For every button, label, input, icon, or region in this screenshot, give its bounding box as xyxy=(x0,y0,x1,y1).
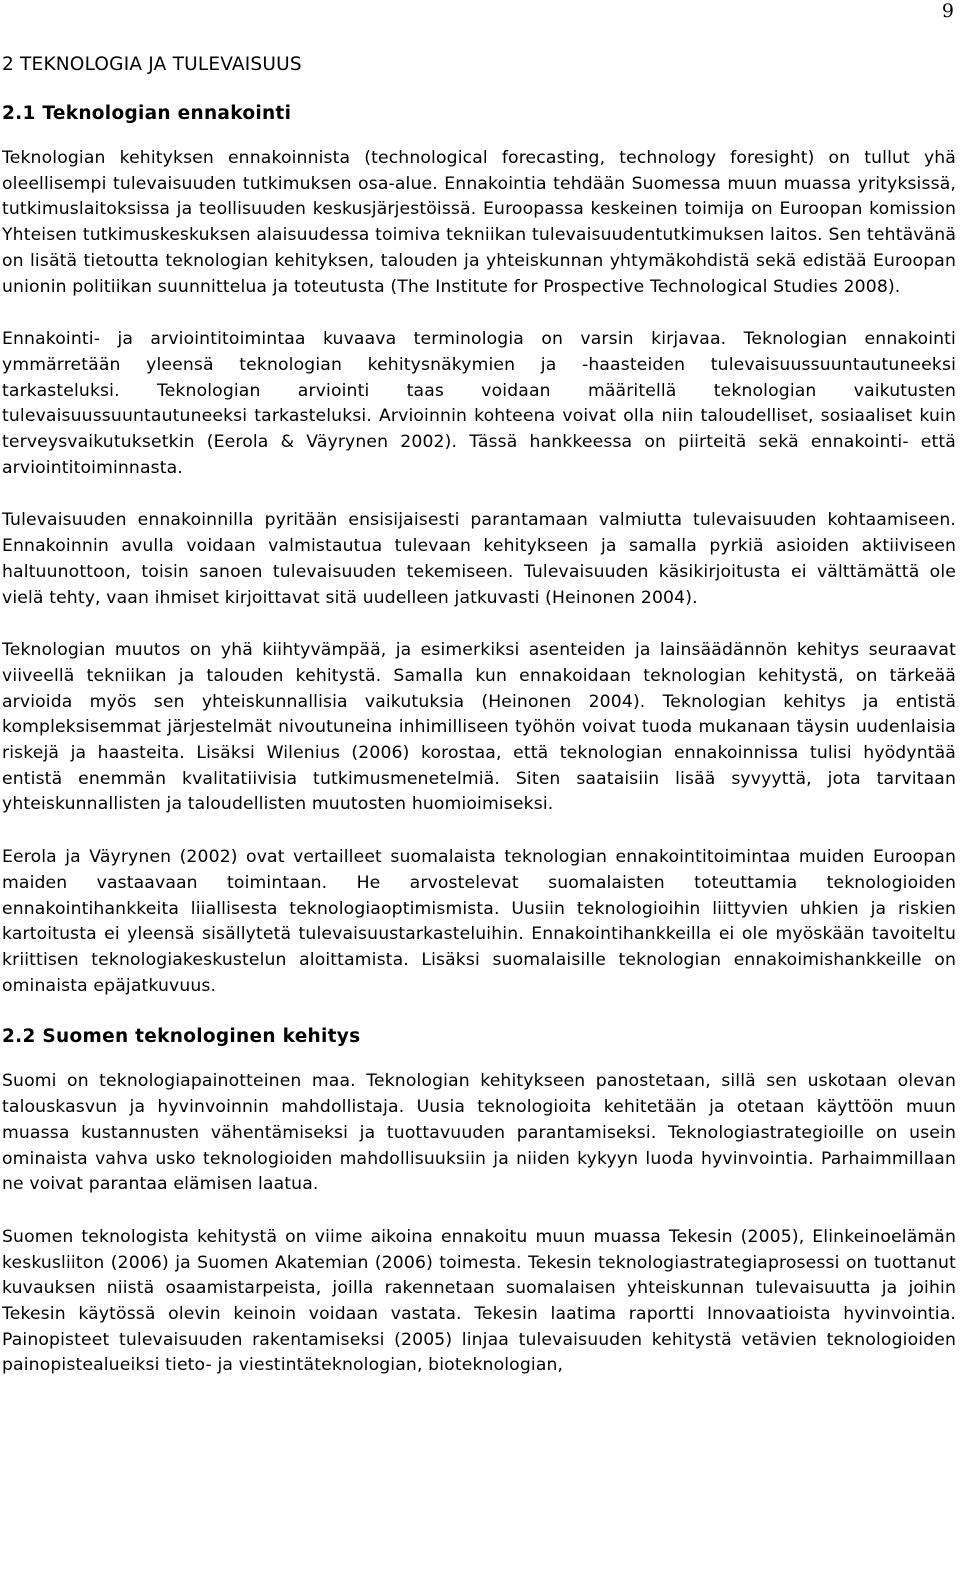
paragraph: Eerola ja Väyrynen (2002) ovat vertailleet suomalaista teknologian ennakointitoimintaa muiden Euroopan maiden vastaavaan toimintaan. He arvostelevat suomalaisten toteuttamia teknologioiden ennakointihankkeita liiallisesta teknologiaoptimismista. Uusiin teknologioihin liittyvien uhkien ja riskien kartoitusta ei yleensä sisällytetä tulevaisuustarkasteluihin. Ennakointihankkeilla ei ole myöskään tavoiteltu kriittisen teknologiakeskustelun aloittamista. Lisäksi suomalaisille teknologian ennakoimishankkeille on ominaista epäjatkuvuus. xyxy=(2,847,956,996)
paragraph: Ennakointi- ja arviointitoimintaa kuvaava terminologia on varsin kirjavaa. Teknologian ennakointi ymmärretään yleensä teknologian kehitysnäkymien ja -haasteiden tulevaisuussuuntautuneeksi tarkasteluksi. Teknologian arviointi taas voidaan määritellä teknologian vaikutusten tulevaisuussuuntautuneeksi tarkasteluksi. Arvioinnin kohteena voivat olla niin taloudelliset, sosiaaliset kuin terveysvaikutuksetkin (Eerola & Väyrynen 2002). Tässä hankkeessa on piirteitä sekä ennakointi- että arviointitoiminnasta. xyxy=(2,329,956,478)
page-number: 9 xyxy=(941,0,954,22)
paragraph: Suomi on teknologiapainotteinen maa. Teknologian kehitykseen panostetaan, sillä sen uskotaan olevan talouskasvun ja hyvinvoinnin mahdollistaja. Uusia teknologioita kehitetään ja otetaan käyttöön muun muassa kustannusten vähentämiseksi ja tuottavuuden parantamiseksi. Teknologiastrategioille on usein ominaista vahva usko teknologioiden mahdollisuuksiin ja niiden kykyyn luoda hyvinvointia. Parhaimmillaan ne voivat parantaa elämisen laatua. xyxy=(2,1071,956,1195)
paragraph: Tulevaisuuden ennakoinnilla pyritään ensisijaisesti parantamaan valmiutta tulevaisuuden kohtaamiseen. Ennakoinnin avulla voidaan valmistautua tulevaan kehitykseen ja samalla pyrkiä asioiden aktiiviseen haltuunottoon, toisin sanoen tulevaisuuden tekemiseen. Tulevaisuuden käsikirjoitusta ei välttämättä ole vielä tehty, vaan ihmiset kirjoittavat sitä uudelleen jatkuvasti (Heinonen 2004). xyxy=(2,510,956,608)
chapter-heading: 2 TEKNOLOGIA JA TULEVAISUUS xyxy=(2,54,302,75)
paragraph: Suomen teknologista kehitystä on viime aikoina ennakoitu muun muassa Tekesin (2005), Elinkeinoelämän keskusliiton (2006) ja Suomen Akatemian (2006) toimesta. Tekesin teknologiastrategiaprosessi on tuottanut kuvauksen niistä osaamistarpeista, joilla rakennetaan suomalaisen yhteiskunnan tulevaisuutta ja joihin Tekesin käytössä olevin keinoin voidaan vastata. Tekesin laatima raportti Innovaatioista hyvinvointia. Painopisteet tulevaisuuden rakentamiseksi (2005) linjaa tulevaisuuden kehitystä vetävien teknologioiden painopistealueiksi tieto- ja viestintäteknologian, bioteknologian, xyxy=(2,1226,956,1376)
section-heading-2-1: 2.1 Teknologian ennakointi xyxy=(2,103,292,124)
section-heading-2-2: 2.2 Suomen teknologinen kehitys xyxy=(2,1026,361,1048)
document-body xyxy=(2,54,956,1379)
paragraph: Teknologian muutos on yhä kiihtyvämpää, ja esimerkiksi asenteiden ja lainsäädännön kehitys seuraavat viiveellä tekniikan ja talouden kehitystä. Samalla kun ennakoidaan teknologian kehitystä, on tärkeää arvioida myös sen yhteiskunnallisia vaikutuksia (Heinonen 2004). Teknologian kehitys ja entistä kompleksisemmat järjestelmät nivoutuneina inhimilliseen työhön voivat tuoda mukanaan täysin uudenlaisia riskejä ja haasteita. Lisäksi Wilenius (2006) korostaa, että teknologian ennakoinnissa tulisi hyödyntää entistä enemmän kvalitatiivisia tutkimusmenetelmiä. Siten saataisiin lisää syvyyttä, jota tarvitaan yhteiskunnallisten ja taloudellisten muutosten huomioimiseksi. xyxy=(2,640,956,815)
paragraph: Teknologian kehityksen ennakoinnista (technological forecasting, technology foresight) on tullut yhä oleellisempi tulevaisuuden tutkimuksen osa-alue. Ennakointia tehdään Suomessa muun muassa yrityksissä, tutkimuslaitoksissa ja teollisuuden keskusjärjestöissä. Euroopassa keskeinen toimija on Euroopan komission Yhteisen tutkimuskeskuksen alaisuudessa toimiva tekniikan tulevaisuudentutkimuksen laitos. Sen tehtävänä on lisätä tietoutta teknologian kehityksen, talouden ja yhteiskunnan yhtymäkohdistä sekä edistää Euroopan unionin politiikan suunnittelua ja toteutusta (The Institute for Prospective Technological Studies 2008). xyxy=(2,148,956,297)
